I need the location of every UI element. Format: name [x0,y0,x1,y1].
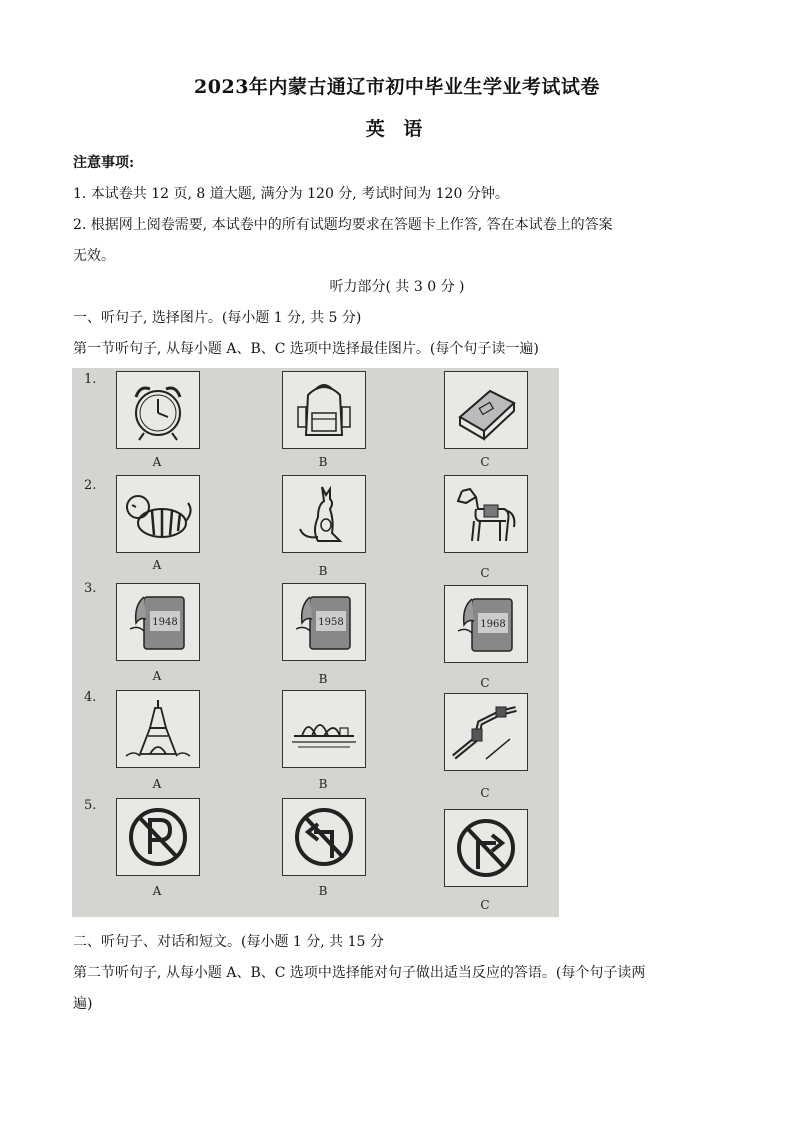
picture-question-panel [72,368,559,917]
notes-item-2-line-2: 无效。 [73,248,115,264]
notes-item-2-line-1: 2. 根据网上阅卷需要, 本试卷中的所有试题均要求在答题卡上作答, 答在本试卷上的答案 [73,217,613,233]
option-letter: C [480,455,490,469]
sydney-opera-house-icon [288,696,360,762]
question-number: 3. [84,581,97,596]
option-1b-backpack-icon[interactable] [282,371,366,449]
option-letter: C [480,786,490,800]
eiffel-tower-icon [122,696,194,762]
option-4b-opera-house-icon[interactable] [282,690,366,768]
horse-icon [450,481,522,547]
calendar-icon [122,589,194,655]
backpack-icon [288,377,360,443]
option-5a-no-parking-icon[interactable] [116,798,200,876]
option-3a-calendar-1948-icon[interactable] [116,583,200,661]
option-1c-dictionary-icon[interactable] [444,371,528,449]
calendar-year: 1958 [318,617,344,628]
option-letter: C [480,566,490,580]
no-left-turn-icon [288,804,360,870]
listening-section-title: 听力部分( 共 3 0 分 ) [329,279,465,295]
option-5b-no-left-turn-icon[interactable] [282,798,366,876]
no-right-turn-icon [450,815,522,881]
question-number: 4. [84,690,97,705]
dictionary-book-icon [450,377,522,443]
option-3b-calendar-1958-icon[interactable] [282,583,366,661]
option-letter: A [152,455,162,469]
option-letter: A [152,777,162,791]
option-letter: B [318,672,328,686]
tiger-icon [122,481,194,547]
option-letter: B [318,777,328,791]
part1-instruction: 第一节听句子, 从每小题 A、B、C 选项中选择最佳图片。(每个句子读一遍) [73,341,539,357]
option-letter: A [152,669,162,683]
calendar-icon [288,589,360,655]
part1-title: 一、听句子, 选择图片。(每小题 1 分, 共 5 分) [73,310,362,326]
option-letter: B [318,884,328,898]
option-1a-alarm-clock-icon[interactable] [116,371,200,449]
kangaroo-icon [288,481,360,547]
notes-item-1: 1. 本试卷共 12 页, 8 道大题, 满分为 120 分, 考试时间为 120 分钟。 [73,186,509,202]
exam-title: 2023年内蒙古通辽市初中毕业生学业考试试卷 [194,76,600,98]
part2-instruction-line-1: 第二节听句子, 从每小题 A、B、C 选项中选择能对句子做出适当反应的答语。(每个句子读两 [73,965,646,981]
subject-title: 英 语 [365,118,429,140]
option-letter: A [152,558,162,572]
option-4a-eiffel-tower-icon[interactable] [116,690,200,768]
calendar-icon [450,591,522,657]
option-5c-no-right-turn-icon[interactable] [444,809,528,887]
option-2a-tiger-icon[interactable] [116,475,200,553]
question-number: 5. [84,798,97,813]
option-3c-calendar-1968-icon[interactable] [444,585,528,663]
notes-heading: 注意事项: [73,155,135,171]
calendar-year: 1968 [480,619,506,630]
option-2c-horse-icon[interactable] [444,475,528,553]
option-letter: B [318,564,328,578]
part2-title: 二、听句子、对话和短文。(每小题 1 分, 共 15 分 [73,934,384,950]
question-number: 1. [84,372,97,387]
option-4c-great-wall-icon[interactable] [444,693,528,771]
no-parking-icon [122,804,194,870]
great-wall-icon [450,699,522,765]
calendar-year: 1948 [152,617,178,628]
option-letter: B [318,455,328,469]
question-number: 2. [84,478,97,493]
option-letter: C [480,898,490,912]
part2-instruction-line-2: 遍) [73,996,93,1012]
option-2b-kangaroo-icon[interactable] [282,475,366,553]
option-letter: A [152,884,162,898]
option-letter: C [480,676,490,690]
alarm-clock-icon [122,377,194,443]
